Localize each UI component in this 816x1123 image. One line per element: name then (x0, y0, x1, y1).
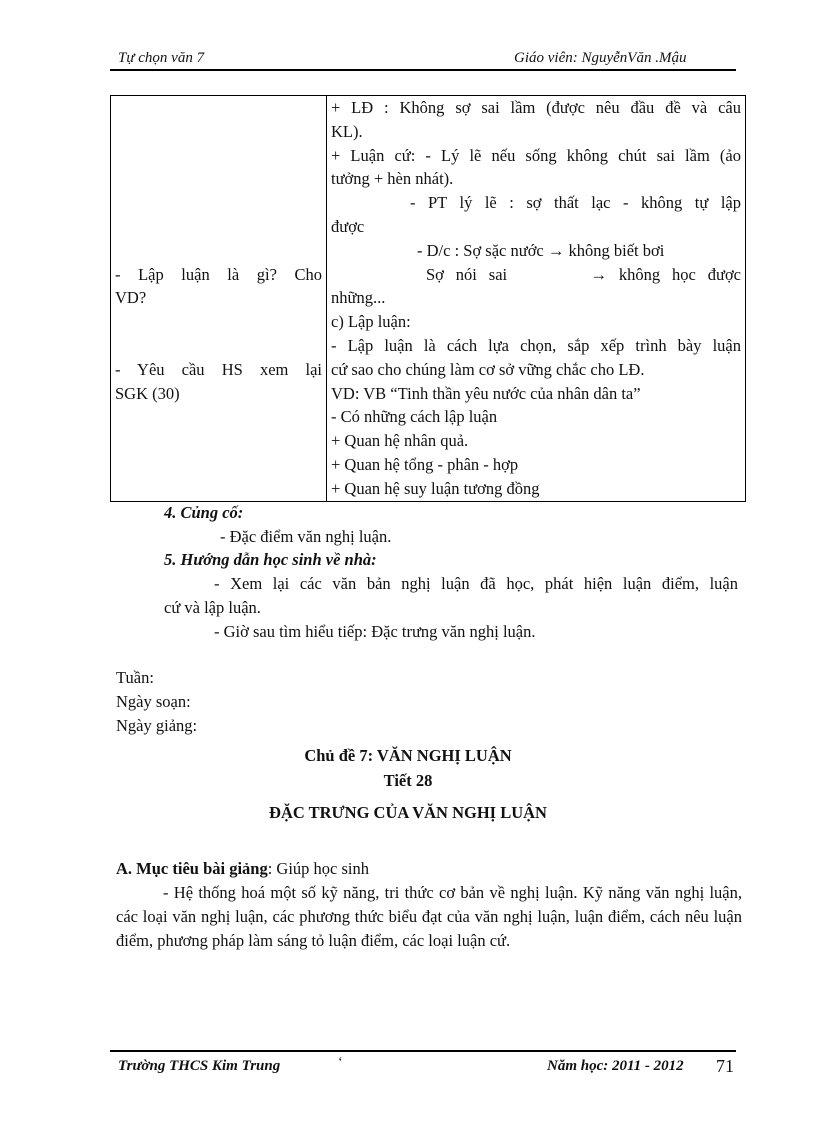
period-title: Tiết 28 (383, 771, 433, 790)
list-item: - Có những cách lập luận (331, 407, 498, 427)
list-item: + Quan hệ tổng - phân - hợp (331, 454, 519, 474)
list-item: - D/c : Sợ sặc nước → không biết bơi (417, 240, 665, 260)
list-item: + Luận cứ: - Lý lẽ nếu sống không chút sai lầm (ảo (331, 145, 741, 165)
question-definition: - Lập luận là gì? Cho (115, 264, 322, 284)
footer-mark: ‘ (338, 1055, 343, 1070)
lesson-table (110, 95, 746, 502)
section-5-heading: 5. Hướng dẫn học sinh về nhà: (164, 550, 377, 569)
header-teacher: Giáo viên: NguyễnVăn .Mậu (514, 50, 687, 66)
list-item: - Lập luận là cách lựa chọn, sắp xếp trình bày luận (331, 335, 741, 355)
section-4-item: - Đặc điểm văn nghị luận. (220, 527, 392, 546)
teach-date-label: Ngày giảng: (116, 716, 198, 735)
content-cell (327, 96, 746, 502)
objectives-heading-line (116, 857, 742, 881)
table-row (111, 96, 746, 502)
list-item: cứ sao cho chúng làm cơ sở vững chắc cho LĐ. (331, 359, 645, 379)
objectives-intro: : Giúp học sinh (267, 859, 370, 878)
list-item: KL). (331, 121, 363, 141)
section-5-item-1-cont: cứ và lập luận. (164, 598, 261, 617)
footer-year: Năm học: 2011 - 2012 (547, 1058, 684, 1074)
list-item: c) Lập luận: (331, 312, 411, 332)
header-rule (110, 69, 736, 71)
header-subject: Tự chọn văn 7 (118, 50, 205, 66)
footer-rule (110, 1050, 736, 1052)
list-item: + Quan hệ suy luận tương đồng (331, 478, 540, 498)
topic-title: Chủ đề 7: VĂN NGHỊ LUẬN (304, 746, 512, 765)
section-5-item-2: - Giờ sau tìm hiểu tiếp: Đặc trưng văn nghị luận. (214, 622, 536, 641)
question-review: - Yêu cầu HS xem lại (115, 359, 322, 379)
question-definition-cont: VD? (115, 288, 147, 308)
question-review-cont: SGK (30) (115, 383, 180, 403)
list-item: tưởng + hèn nhát). (331, 169, 454, 189)
list-item: Sợ nói sai → không học được (426, 264, 741, 284)
list-item: được (331, 216, 365, 236)
list-item: những... (331, 288, 386, 308)
objectives-body: - Hệ thống hoá một số kỹ năng, tri thức cơ bản về nghị luận. Kỹ năng văn nghị luận, các loại văn nghị luận, các phương thức biểu đạt của văn nghị luận, luận điểm, cách nêu luận điểm, phương pháp làm sáng tỏ luận điểm, các loại luận cứ. (116, 883, 742, 950)
section-5-item-1: - Xem lại các văn bản nghị luận đã học, phát hiện luận điểm, luận (214, 574, 738, 593)
objectives-heading: A. Mục tiêu bài giảng (116, 859, 268, 878)
list-item: + Quan hệ nhân quả. (331, 431, 469, 451)
week-label: Tuần: (116, 668, 154, 687)
list-item: + LĐ : Không sợ sai lầm (được nêu đầu đề và câu (331, 98, 741, 117)
teacher-activity-cell (111, 96, 327, 502)
lesson-title: ĐẶC TRƯNG CỦA VĂN NGHỊ LUẬN (269, 803, 547, 822)
footer-school: Trường THCS Kim Trung (118, 1058, 281, 1074)
page-number: 71 (716, 1056, 734, 1076)
prep-date-label: Ngày soạn: (116, 692, 191, 711)
list-item: - PT lý lẽ : sợ thất lạc - không tự lập (410, 193, 741, 213)
section-4-heading: 4. Củng cố: (164, 503, 244, 522)
list-item: VD: VB “Tinh thần yêu nước của nhân dân ta” (331, 383, 641, 403)
